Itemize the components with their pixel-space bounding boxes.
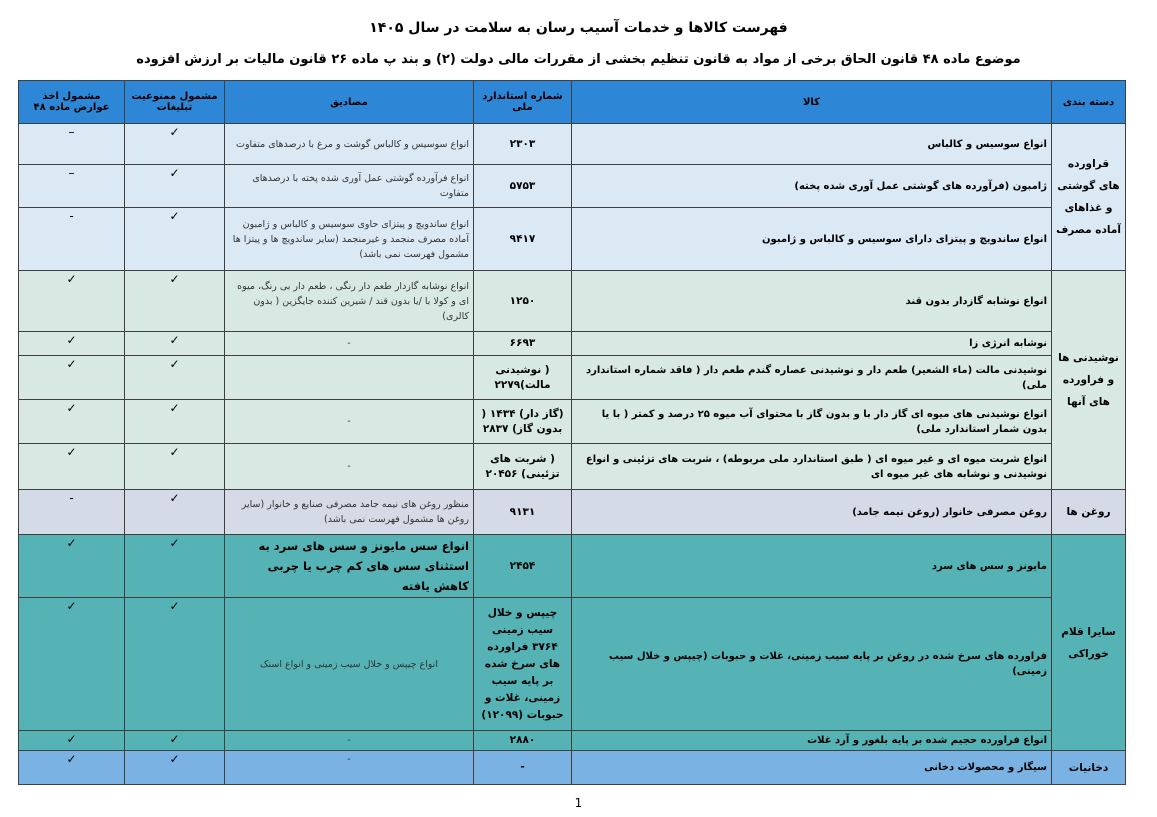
duty-48-cell: ✓ [19,751,125,785]
examples-cell: - [225,400,474,444]
table-row [19,356,1126,400]
item-cell: انواع نوشیدنی های میوه ای گاز دار با و بدون گاز با محتوای آب میوه ۲۵ درصد و کمتر ( با یا بدون شمار استاندارد ملی) [572,400,1052,444]
standard-cell: ۹۴۱۷ [474,208,572,271]
table-row [19,400,1126,444]
duty-48-cell: - [19,208,125,271]
category-cell: دخانیات [1052,751,1126,785]
item-cell: نوشابه انرژی زا [572,332,1052,356]
table-row [19,598,1126,731]
table-row [19,208,1126,271]
table-row [19,444,1126,490]
duty-48-cell: ✓ [19,356,125,400]
goods-table [18,80,1126,785]
ad-ban-cell: ✓ [125,535,225,598]
item-cell: فراورده های سرخ شده در روغن بر پایه سیب زمینی، غلات و حبوبات (چیپس و خلال سیب زمینی) [572,598,1052,731]
duty-48-cell: ✓ [19,332,125,356]
item-cell: ژامبون (فرآورده های گوشتی عمل آوری شده پخته) [572,165,1052,208]
header-category: دسته بندی [1052,81,1126,124]
standard-cell: ( نوشیدنی مالت)۲۲۷۹ [474,356,572,400]
item-cell: انواع فراورده حجیم شده بر پایه بلغور و آرد غلات [572,731,1052,751]
duty-48-cell: – [19,124,125,165]
header-standard: شماره استاندارد ملی [474,81,572,124]
standard-cell: ۶۶۹۳ [474,332,572,356]
examples-cell: انواع ساندویچ و پیتزای حاوی سوسیس و کالباس و ژامبون آماده مصرف منجمد و غیرمنجمد (سایر ساندویچ ها و پیتزا ها مشمول فهرست نمی باشد) [225,208,474,271]
standard-cell: چیپس و خلال سیب زمینی ۳۷۶۴ فراورده های سرخ شده بر پایه سیب زمینی، غلات و حبوبات (۱۲۰۹۹) [474,598,572,731]
table-row [19,271,1126,332]
table-header-row [19,81,1126,124]
examples-cell [225,356,474,400]
examples-cell: انواع نوشابه گازدار طعم دار رنگی ، طعم دار بی رنگ، میوه ای و کولا با /یا بدون قند / شیرین کننده جایگزین ( بدون کالری) [225,271,474,332]
category-cell: قراورده های گوشتی و غذاهای آماده مصرف [1052,124,1126,271]
examples-cell: - [225,444,474,490]
category-cell: روغن ها [1052,490,1126,535]
examples-cell: انواع سوسیس و کالباس گوشت و مرغ با درصدهای متفاوت [225,124,474,165]
header-ad-ban: مشمول ممنوعیت تبلیغات [125,81,225,124]
table-row [19,751,1126,785]
standard-cell: ۵۷۵۳ [474,165,572,208]
examples-cell: - [225,751,474,785]
examples-cell: انواع فرآورده گوشتی عمل آوری شده پخته با درصدهای متفاوت [225,165,474,208]
header-duty-48: مشمول اخذ عوارض ماده ۴۸ [19,81,125,124]
category-cell: سایرا قلام خوراکی [1052,535,1126,751]
table-row [19,124,1126,165]
item-cell: مایونز و سس های سرد [572,535,1052,598]
duty-48-cell: - [19,490,125,535]
ad-ban-cell: ✓ [125,490,225,535]
page-number: 1 [574,796,583,810]
duty-48-cell: ✓ [19,731,125,751]
standard-cell: ( شربت های تزئینی) ۲۰۴۵۶ [474,444,572,490]
item-cell: نوشیدنی مالت (ماء الشعیر) طعم دار و نوشیدنی عصاره گندم طعم دار ( فاقد شماره استاندارد ملی) [572,356,1052,400]
item-cell: انواع سوسیس و کالباس [572,124,1052,165]
examples-cell: - [225,731,474,751]
ad-ban-cell: ✓ [125,208,225,271]
ad-ban-cell: ✓ [125,356,225,400]
item-cell: سیگار و محصولات دخانی [572,751,1052,785]
examples-cell: - [225,332,474,356]
page-title: فهرست کالاها و خدمات آسیب رسان به سلامت در سال ۱۴۰۵ [369,20,788,36]
duty-48-cell: ✓ [19,271,125,332]
item-cell: روغن مصرفی خانوار (روغن نیمه جامد) [572,490,1052,535]
table-row [19,731,1126,751]
standard-cell: ۲۸۸۰ [474,731,572,751]
ad-ban-cell: ✓ [125,598,225,731]
category-cell: نوشیدنی ها و فراورده های آنها [1052,271,1126,490]
table-row [19,535,1126,598]
standard-cell: ۲۴۵۴ [474,535,572,598]
ad-ban-cell: ✓ [125,400,225,444]
duty-48-cell: ✓ [19,400,125,444]
standard-cell: (گاز دار) ۱۴۳۴ ( بدون گاز) ۲۸۳۷ [474,400,572,444]
duty-48-cell: ✓ [19,598,125,731]
standard-cell: ۱۲۵۰ [474,271,572,332]
header-examples: مصادیق [225,81,474,124]
ad-ban-cell: ✓ [125,124,225,165]
standard-cell: ۲۳۰۳ [474,124,572,165]
standard-cell: - [474,751,572,785]
examples-cell: انواع چیپس و خلال سیب زمینی و انواع اسنک [225,598,474,731]
duty-48-cell: ✓ [19,444,125,490]
ad-ban-cell: ✓ [125,332,225,356]
ad-ban-cell: ✓ [125,165,225,208]
item-cell: انواع نوشابه گازدار بدون قند [572,271,1052,332]
header-item: کالا [572,81,1052,124]
examples-cell: انواع سس مایونز و سس های سرد به استثنای سس های کم چرب یا چربی کاهش یافته [225,535,474,598]
examples-cell: منظور روغن های نیمه جامد مصرفی صنایع و خانوار (سایر روغن ها مشمول فهرست نمی باشد) [225,490,474,535]
duty-48-cell: – [19,165,125,208]
ad-ban-cell: ✓ [125,444,225,490]
table-row [19,332,1126,356]
item-cell: انواع ساندویچ و پیتزای دارای سوسیس و کالباس و ژامبون [572,208,1052,271]
ad-ban-cell: ✓ [125,271,225,332]
table-row [19,165,1126,208]
duty-48-cell: ✓ [19,535,125,598]
ad-ban-cell: ✓ [125,751,225,785]
page-subtitle: موضوع ماده ۴۸ قانون الحاق برخی از مواد به قانون تنظیم بخشی از مقررات مالی دولت (۲) و بند پ ماده ۲۶ قانون مالیات بر ارزش افزوده [136,52,1021,67]
item-cell: انواع شربت میوه ای و غیر میوه ای ( طبق استاندارد ملی مربوطه) ، شربت های تزئینی و انواع نوشیدنی و نوشابه های غیر میوه ای [572,444,1052,490]
table-row [19,490,1126,535]
standard-cell: ۹۱۳۱ [474,490,572,535]
ad-ban-cell: ✓ [125,731,225,751]
